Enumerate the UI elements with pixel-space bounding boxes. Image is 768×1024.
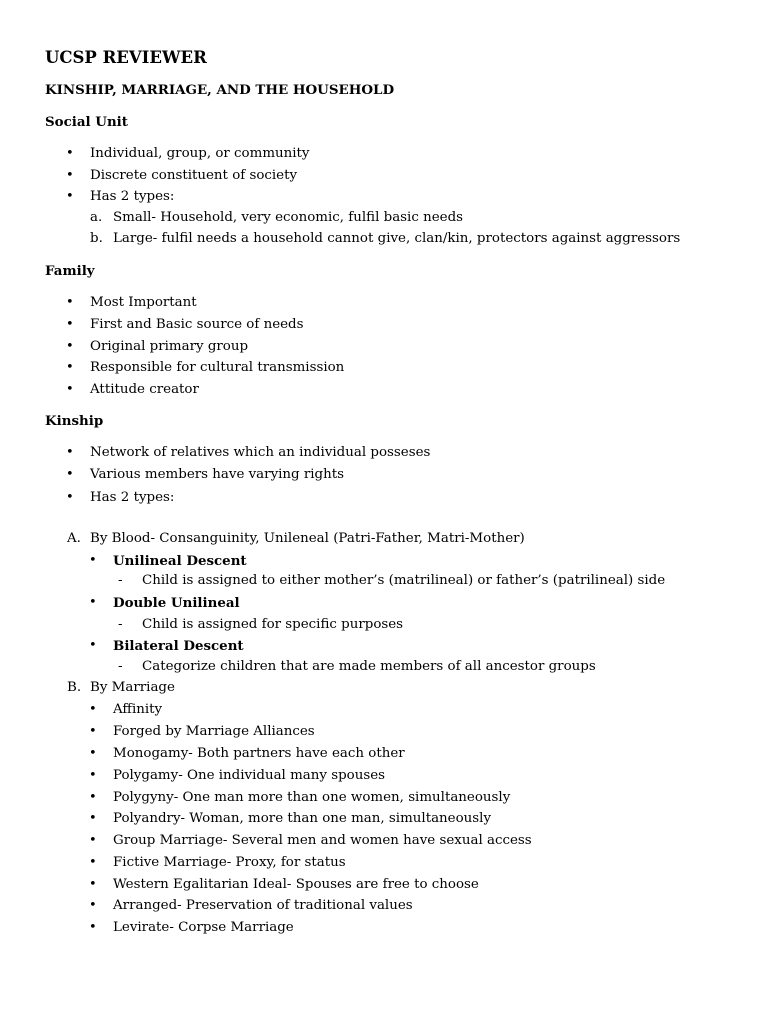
heading-family: Family xyxy=(45,263,95,279)
bullet-icon: • xyxy=(66,146,74,161)
list-item: Polyandry- Woman, more than one man, simultaneously xyxy=(113,811,492,826)
list-item: By Blood- Consanguinity, Unileneal (Patri-Father, Matri-Mother) xyxy=(90,531,525,546)
bullet-icon: • xyxy=(89,768,97,783)
bullet-icon: • xyxy=(89,790,97,805)
list-item: Levirate- Corpse Marriage xyxy=(113,920,294,935)
list-item: Discrete constituent of society xyxy=(90,168,298,183)
bullet-icon: • xyxy=(89,877,97,892)
list-item: Polygamy- One individual many spouses xyxy=(113,768,386,783)
list-item: Most Important xyxy=(90,295,197,310)
list-item: Categorize children that are made members of all ancestor groups xyxy=(142,659,596,674)
list-item: Small- Household, very economic, fulfil basic needs xyxy=(113,210,464,225)
bullet-icon: • xyxy=(66,295,74,310)
page-title: UCSP REVIEWER xyxy=(45,48,207,67)
list-item: Western Egalitarian Ideal- Spouses are free to choose xyxy=(113,877,479,892)
bullet-icon: • xyxy=(89,811,97,826)
list-item: Affinity xyxy=(113,702,163,717)
list-item-title: Bilateral Descent xyxy=(113,638,244,654)
heading-kinship: Kinship xyxy=(45,413,104,429)
bullet-icon: • xyxy=(89,638,97,653)
list-item: Monogamy- Both partners have each other xyxy=(113,746,405,761)
section-title: KINSHIP, MARRIAGE, AND THE HOUSEHOLD xyxy=(45,82,395,98)
list-item: Group Marriage- Several men and women have sexual access xyxy=(113,833,532,848)
bullet-icon: • xyxy=(66,168,74,183)
heading-social-unit: Social Unit xyxy=(45,114,128,130)
list-item: Forged by Marriage Alliances xyxy=(113,724,315,739)
list-marker: b. xyxy=(90,231,103,246)
bullet-icon: • xyxy=(89,746,97,761)
dash-marker: - xyxy=(118,659,123,674)
list-item-title: Double Unilineal xyxy=(113,595,240,611)
list-item: Large- fulfil needs a household cannot give, clan/kin, protectors against aggressors xyxy=(113,231,681,246)
bullet-icon: • xyxy=(66,339,74,354)
bullet-icon: • xyxy=(89,855,97,870)
bullet-icon: • xyxy=(89,553,97,568)
list-marker: A. xyxy=(67,531,81,546)
bullet-icon: • xyxy=(89,595,97,610)
list-item: Polygyny- One man more than one women, simultaneously xyxy=(113,790,511,805)
list-item: Has 2 types: xyxy=(90,189,175,204)
list-item: Responsible for cultural transmission xyxy=(90,360,345,375)
bullet-icon: • xyxy=(66,445,74,460)
list-item: Original primary group xyxy=(90,339,249,354)
list-item: Child is assigned for specific purposes xyxy=(142,617,404,632)
list-item: Attitude creator xyxy=(90,382,199,397)
list-marker: a. xyxy=(90,210,103,225)
bullet-icon: • xyxy=(66,360,74,375)
bullet-icon: • xyxy=(89,898,97,913)
list-item-title: Unilineal Descent xyxy=(113,553,247,569)
list-item: Arranged- Preservation of traditional values xyxy=(113,898,413,913)
list-item: First and Basic source of needs xyxy=(90,317,304,332)
bullet-icon: • xyxy=(66,490,74,505)
list-item: Network of relatives which an individual posseses xyxy=(90,445,431,460)
bullet-icon: • xyxy=(66,467,74,482)
dash-marker: - xyxy=(118,617,123,632)
bullet-icon: • xyxy=(89,920,97,935)
list-item: Has 2 types: xyxy=(90,490,175,505)
bullet-icon: • xyxy=(89,724,97,739)
bullet-icon: • xyxy=(66,317,74,332)
list-item: Various members have varying rights xyxy=(90,467,345,482)
list-item: Child is assigned to either mother’s (matrilineal) or father’s (patrilineal) side xyxy=(142,573,666,588)
bullet-icon: • xyxy=(89,702,97,717)
list-item: By Marriage xyxy=(90,680,175,695)
bullet-icon: • xyxy=(89,833,97,848)
list-item: Fictive Marriage- Proxy, for status xyxy=(113,855,346,870)
bullet-icon: • xyxy=(66,189,74,204)
list-marker: B. xyxy=(67,680,82,695)
list-item: Individual, group, or community xyxy=(90,146,310,161)
dash-marker: - xyxy=(118,573,123,588)
bullet-icon: • xyxy=(66,382,74,397)
